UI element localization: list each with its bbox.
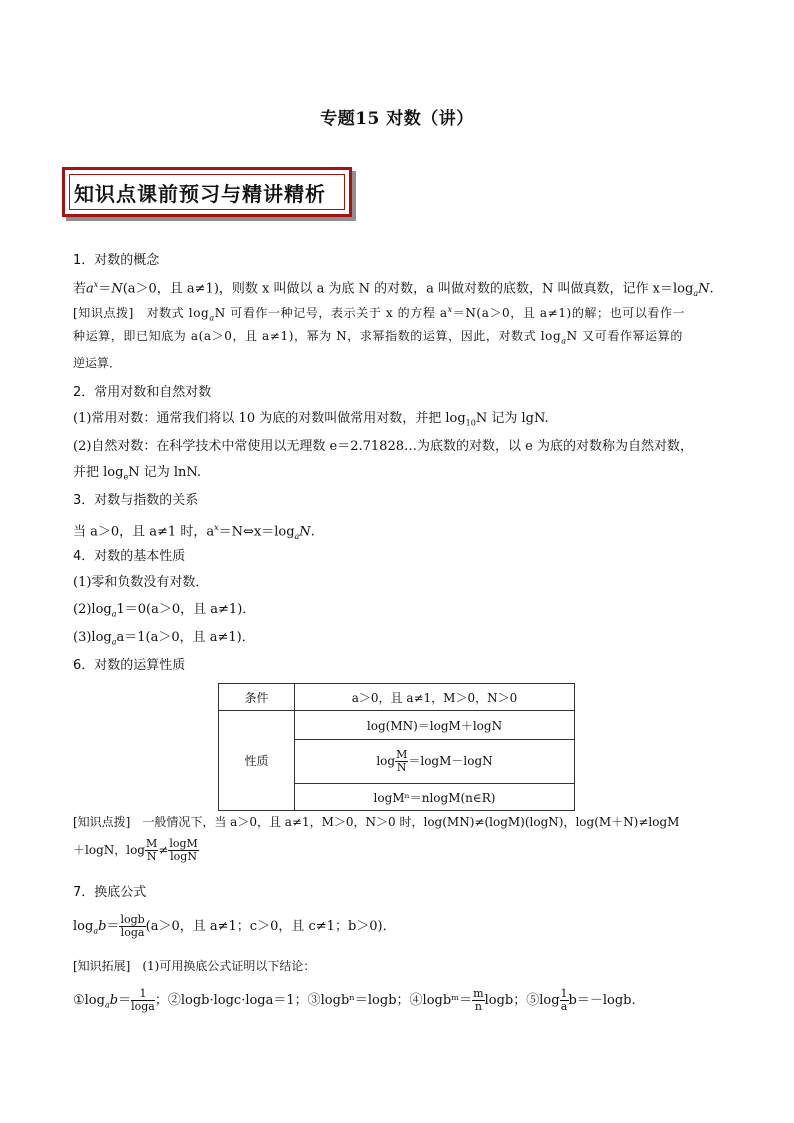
text: ＝logM－logN [408, 754, 493, 768]
table-cell-condition-value: a＞0，且 a≠1，M＞0，N＞0 [295, 684, 575, 711]
fraction-numerator: M [146, 837, 158, 850]
section-banner-inner [69, 174, 345, 210]
section-heading-2: 2．常用对数和自然对数 [73, 385, 212, 400]
fraction-numerator: 1 [131, 988, 155, 1001]
note-line-4: [知识点拨] 一般情况下，当 a＞0，且 a≠1，M＞0，N＞0 时，log(MN)≠(logM)(logN)，log(M＋N)≠logM [73, 815, 680, 829]
text: 若 [73, 281, 87, 297]
conclusions-line: $①\log_ab=$ $\frac{1}{\log a}$ ；②logb·logc·loga＝1；③logbⁿ＝logb；④logbᵐ＝ $\frac{m}{n}$ logb；⑤log $\frac{1}{a}$ b＝－logb. [73, 987, 636, 1013]
text: (3)log [73, 630, 112, 645]
page-title: 专题15 对数（讲） [320, 109, 474, 129]
note-line-3: 逆运算． [73, 356, 122, 370]
fraction-numerator: logM [169, 837, 198, 850]
property-line-2: $(2)\log_a1=0(a>0$，且 a≠1)． [73, 602, 256, 619]
section-heading-7: 7．换底公式 [73, 885, 147, 900]
common-log-line: (1)常用对数：通常我们将以 10 为底的对数叫做常用对数，并把 $\log_{10}N$ 记为 lgN. [73, 411, 549, 428]
fraction-numerator: 1 [560, 987, 568, 1000]
text: [知识点拨] 对数式 log [73, 306, 210, 320]
text: ＋logN，log [73, 843, 145, 857]
fraction-denominator: N [146, 850, 157, 863]
text: ①log [73, 993, 105, 1008]
text: ≠ [158, 843, 169, 857]
extension-line: [知识拓展] (1)可用换底公式证明以下结论： [73, 959, 316, 973]
fraction-numerator: M [396, 748, 408, 761]
property-line-3: $(3)\log_aa=1(a>0$，且 a≠1)． [73, 630, 255, 647]
relation-line: 当 a＞0，且 a≠1 时，$a^x=N\Leftrightarrow x=\log_aN$. [73, 523, 315, 541]
fraction-numerator: m [473, 987, 484, 1000]
natural-log-line: (2)自然对数：在科学技术中常使用以无理数 e＝2.71828…为底数的对数，以 e 为底的对数称为自然对数， [73, 439, 693, 454]
fraction-denominator: n [474, 1000, 482, 1013]
text: ；②logb·logc·loga＝1；③logbⁿ＝logb；④logbᵐ＝ [154, 993, 473, 1008]
text: (1)常用对数：通常我们将以 10 为底的对数叫做常用对数，并把 log [73, 411, 466, 426]
text: 当 a＞0，且 a≠1 时，a [73, 524, 215, 540]
fraction [168, 838, 198, 863]
text: 种运算，即已知底为 a(a＞0，且 a≠1)，幂为 N，求幂指数的运算，因此，对数式 log [73, 329, 562, 343]
fraction [131, 988, 155, 1013]
table-cell-property-label: 性质 [219, 711, 295, 811]
table-cell-condition-label: 条件 [219, 684, 295, 711]
text: log [73, 919, 94, 934]
natural-log-line-2: 并把 $\log_eN$ 记为 lnN. [73, 465, 202, 482]
property-line-1: (1)零和负数没有对数． [73, 575, 209, 590]
fraction-denominator: loga [120, 926, 145, 939]
section-banner [62, 167, 352, 217]
fraction [395, 749, 408, 774]
table-cell-quotient-rule: log $\frac{M}{N}$ ＝logM－logN [295, 740, 575, 784]
fraction-denominator: loga [131, 1000, 155, 1013]
fraction-numerator: logb [120, 913, 145, 926]
fraction-denominator: a [560, 1000, 568, 1013]
text: N 又可看作幂运算的 [566, 329, 683, 343]
text: N 记为 lnN. [128, 465, 202, 480]
definition-line: 若$a^x=N(a>0$，且 a≠1)，则数 x 叫做以 a 为底 N 的对数，a 叫做对数的底数，N 叫做真数，记作 $x=\log_aN$. [73, 280, 714, 298]
text: N 记为 lgN. [475, 411, 549, 426]
text: ＝N⇔x＝log [218, 524, 295, 540]
section-heading-4: 4．对数的基本性质 [73, 549, 186, 564]
text: (a＞0，且 a≠1)，则数 x 叫做以 a 为底 N 的对数，a 叫做对数的底数，N 叫做真数，记作 x＝log [122, 281, 694, 297]
fraction [119, 914, 145, 939]
table-cell-power-rule: logMⁿ＝nlogM(n∈R) [295, 784, 575, 811]
fraction-denominator: logN [170, 850, 197, 863]
note-line-2: 种运算，即已知底为 a(a＞0，且 a≠1)，幂为 N，求幂指数的运算，因此，对数式 $\log_aN$ 又可看作幂运算的 [73, 329, 683, 346]
fraction-denominator: N [396, 761, 407, 774]
note-line-1: [知识点拨] 对数式 $\log_aN$ 可看作一种记号，表示关于 x 的方程 $a^x=N(a>0$，且 a≠1)的解；也可以看作一 [73, 305, 686, 323]
note-line-5 [73, 838, 725, 863]
fraction [472, 988, 484, 1013]
text: b＝－logb. [568, 993, 636, 1008]
section-banner-label: 知识点课前预习与精讲精析 [74, 181, 326, 206]
section-heading-3: 3．对数与指数的关系 [73, 493, 199, 508]
fraction [145, 838, 158, 863]
section-heading-6: 6．对数的运算性质 [73, 658, 186, 673]
text: ＝N(a＞0，且 a≠1)的解；也可以看作一 [452, 306, 686, 320]
text: (a＞0，且 a≠1；c＞0，且 c≠1；b＞0)． [145, 919, 396, 934]
text: a＝1(a＞0，且 a≠1)． [116, 630, 255, 645]
properties-table [218, 683, 575, 811]
table-cell-product-rule: log(MN)＝logM＋logN [295, 711, 575, 740]
text: ＝ [98, 281, 112, 297]
text: (2)log [73, 602, 112, 617]
text: logb；⑤log [484, 993, 560, 1008]
section-heading-1: 1．对数的概念 [73, 253, 160, 268]
change-of-base-line: $\log_ab=$ $\frac{\log b}{\log a}$ (a＞0，且 a≠1；c＞0，且 c≠1；b＞0)． [73, 913, 396, 939]
text: 并把 log [73, 465, 124, 480]
text: 1＝0(a＞0，且 a≠1)． [116, 602, 256, 617]
text: N 可看作一种记号，表示关于 x 的方程 a [214, 306, 448, 320]
fraction [560, 988, 569, 1013]
